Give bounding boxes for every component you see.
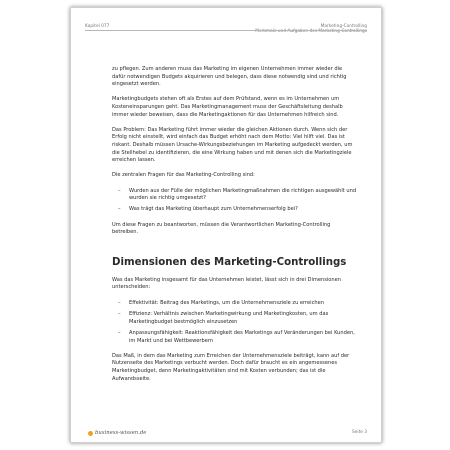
- paragraph: Das Maß, in dem das Marketing zum Erreichen der Unternehmensziele beiträgt, kann auf der Nutzenseite des Marketings verbucht werden. Doch dafür braucht es ein angemessenes Marketingbudget, denn Marketingaktivitäten sind mit Kosten verbunden; das ist die Aufwandsseite.: [112, 352, 350, 382]
- list-item-text: Was trägt das Marketing überhaupt zum Unternehmenserfolg bei?: [129, 206, 298, 213]
- logo-dot-icon: [88, 431, 93, 436]
- running-header-subtitle: Merkmale und Aufgaben des Marketing-Controllings: [255, 29, 367, 35]
- paragraph: Das Problem: Das Marketing führt immer wieder die gleichen Aktionen durch. Wenn sich der Erfolg nicht einstellt, wird einfach das Budget erhöht nach dem Motto: Viel hilft viel. Das ist riskant. Deshalb müssen Ursache-Wirkungsbeziehungen im Marketing aufgedeckt werden, um die Stellhebel zu identifizieren, die eine Wirkung haben und mit denen sich die Marketingziele erreichen lassen.: [112, 126, 353, 164]
- page-number: Seite 3: [352, 430, 367, 435]
- questions-list: [112, 188, 357, 215]
- dash-bullet: –: [118, 187, 121, 194]
- list-item: [112, 311, 357, 326]
- paragraph: Marketingbudgets stehen oft als Erstes auf dem Prüfstand, wenn es im Unternehmen um Kosteneinsparungen geht. Das Marketingmanagement muss der Geschäftsleitung deshalb immer wieder beweisen, dass die Marketingaktionen für das Unternehmen hilfreich sind.: [112, 96, 343, 118]
- list-item: [112, 188, 357, 203]
- paragraph: Was das Marketing insgesamt für das Unternehmen leistet, lässt sich in drei Dimensionen unterscheiden:: [112, 276, 341, 291]
- list-item-text: Anpassungsfähigkeit: Reaktionsfähigkeit des Marketings auf Veränderungen bei Kunden, im Markt und bei Wettbewerbern: [129, 330, 355, 344]
- paragraph: Die zentralen Fragen für das Marketing-Controlling sind:: [112, 172, 255, 179]
- chapter-label: Kapitel 077: [85, 24, 110, 29]
- dash-bullet: –: [118, 206, 121, 213]
- dash-bullet: –: [118, 311, 121, 318]
- paragraph: Um diese Fragen zu beantworten, müssen die Verantwortlichen Marketing-Controlling betreiben.: [112, 221, 331, 236]
- publisher-logo: [88, 430, 146, 436]
- document-page: [70, 7, 382, 443]
- list-item-text: Effektivität: Beitrag des Marketings, um die Unternehmensziele zu erreichen: [129, 299, 324, 306]
- list-item-text: Effizienz: Verhältnis zwischen Marketingwirkung und Marketingkosten, um das Marketingbudget bestmöglich einzusetzen: [129, 311, 329, 325]
- section-heading: Dimensionen des Marketing-Controllings: [112, 256, 347, 268]
- list-item-text: Wurden aus der Fülle der möglichen Marketingmaßnahmen die richtigen ausgewählt und wurden sie richtig umgesetzt?: [129, 187, 357, 202]
- dash-bullet: –: [118, 299, 121, 306]
- publisher-logo-text: business-wissen.de: [95, 430, 147, 436]
- list-item: [112, 300, 357, 308]
- dash-bullet: –: [118, 330, 121, 337]
- list-item: [112, 206, 357, 214]
- header-divider: [85, 30, 367, 31]
- dimensions-list: [112, 300, 357, 346]
- page-content: [112, 66, 357, 391]
- list-item: [112, 330, 357, 345]
- running-header-title: Marketing-Controlling: [320, 24, 367, 29]
- paragraph: zu pflegen. Zum anderen muss das Marketing im eigenen Unternehmen immer wieder die dafür notwendigen Budgets akquirieren und belegen, dass diese notwendig sind und richtig eingesetzt werden.: [112, 66, 347, 88]
